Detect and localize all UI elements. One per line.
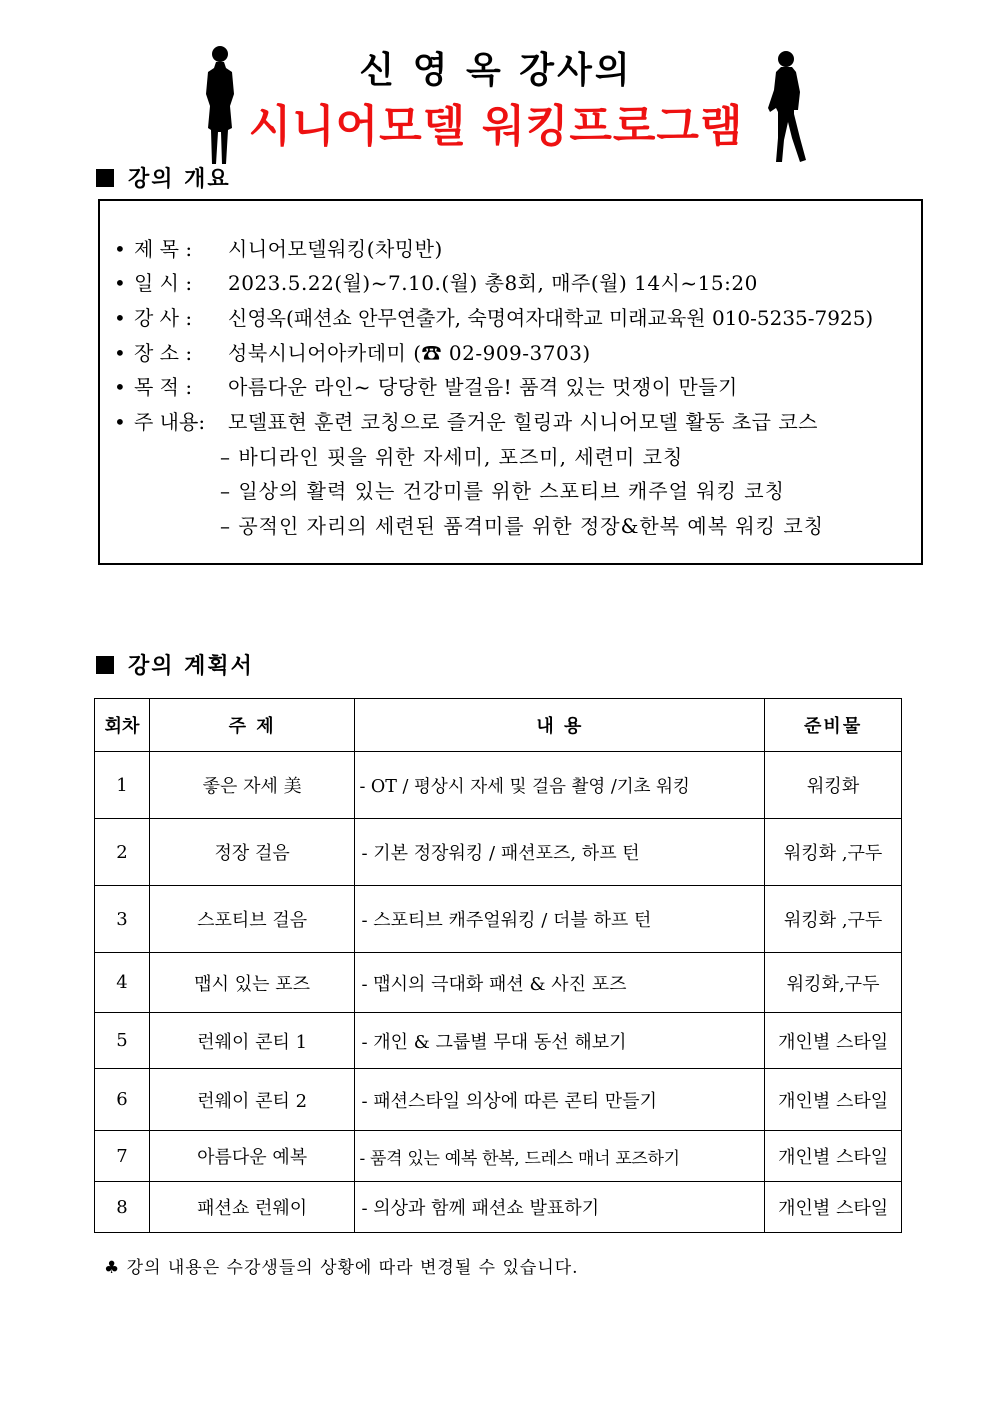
session-number: 3: [95, 886, 150, 953]
session-number: 7: [95, 1131, 150, 1182]
male-model-silhouette: [766, 50, 810, 164]
overview-heading-text: 강의 개요: [128, 166, 231, 192]
session-number: 8: [95, 1182, 150, 1233]
session-topic: 런웨이 콘티 1: [149, 1013, 355, 1069]
square-bullet-icon: [96, 169, 114, 187]
table-row: [95, 1013, 902, 1069]
overview-subitem: – 공적인 자리의 세련된 품격미를 위한 정장&한복 예복 워킹 코칭: [220, 514, 825, 538]
table-row: [95, 752, 902, 819]
session-content: - 스포티브 캐주얼워킹 / 더블 하프 턴: [355, 886, 765, 953]
table-row: [95, 953, 902, 1013]
session-content: - 맵시의 극대화 패션 & 사진 포즈: [355, 953, 765, 1013]
plan-table: [94, 698, 902, 1233]
session-materials: 워킹화 ,구두: [765, 886, 902, 953]
item-label: 강 사 :: [134, 306, 193, 330]
session-number: 1: [95, 752, 150, 819]
col-header-topic: 주 제: [149, 699, 355, 752]
session-content: - 개인 & 그룹별 무대 동선 해보기: [355, 1013, 765, 1069]
session-number: 4: [95, 953, 150, 1013]
session-content: - 기본 정장워킹 / 패션포즈, 하프 턴: [355, 819, 765, 886]
session-materials: 개인별 스타일: [765, 1069, 902, 1131]
session-materials: 개인별 스타일: [765, 1013, 902, 1069]
session-number: 6: [95, 1069, 150, 1131]
item-value: 성북시니어아카데미 (☎ 02-909-3703): [228, 341, 591, 365]
item-label: 장 소 :: [134, 341, 193, 365]
bullet-icon: •: [114, 341, 127, 365]
bullet-icon: •: [114, 237, 127, 261]
session-topic: 맵시 있는 포즈: [149, 953, 355, 1013]
session-materials: 개인별 스타일: [765, 1131, 902, 1182]
session-materials: 개인별 스타일: [765, 1182, 902, 1233]
col-header-content: 내 용: [355, 699, 765, 752]
plan-heading-text: 강의 계획서: [128, 653, 254, 679]
table-row: [95, 1069, 902, 1131]
female-model-silhouette: [196, 44, 244, 166]
table-row: [95, 1131, 902, 1182]
session-content: - 품격 있는 예복 한복, 드레스 매너 포즈하기: [355, 1131, 765, 1182]
item-label: 주 내용:: [134, 410, 206, 434]
session-content: - OT / 평상시 자세 및 걸음 촬영 /기초 워킹: [355, 752, 765, 819]
item-value: 아름다운 라인~ 당당한 발걸음! 품격 있는 멋쟁이 만들기: [228, 375, 738, 399]
square-bullet-icon: [96, 656, 114, 674]
item-value: 시니어모델워킹(차밍반): [228, 237, 443, 261]
bullet-icon: •: [114, 271, 127, 295]
table-header-row: [95, 699, 902, 752]
session-topic: 스포티브 걸음: [149, 886, 355, 953]
plan-heading: [96, 649, 254, 680]
session-content: - 패션스타일 의상에 따른 콘티 만들기: [355, 1069, 765, 1131]
footnote: ♣ 강의 내용은 수강생들의 상황에 따라 변경될 수 있습니다.: [104, 1258, 579, 1278]
bullet-icon: •: [114, 375, 127, 399]
bullet-icon: •: [114, 306, 127, 330]
session-topic: 런웨이 콘티 2: [149, 1069, 355, 1131]
col-header-materials: 준비물: [765, 699, 902, 752]
overview-item-date: [114, 267, 758, 296]
overview-item-title: [114, 233, 443, 262]
item-label: 제 목 :: [134, 237, 193, 261]
overview-heading: [96, 162, 231, 193]
session-content: - 의상과 함께 패션쇼 발표하기: [355, 1182, 765, 1233]
overview-item-location: [114, 337, 591, 366]
title-program: 시니어모델 워킹프로그램: [248, 101, 744, 152]
session-topic: 좋은 자세 美: [149, 752, 355, 819]
col-header-session: 회차: [95, 699, 150, 752]
overview-item-instructor: [114, 302, 873, 331]
item-label: 목 적 :: [134, 375, 193, 399]
table-row: [95, 886, 902, 953]
overview-item-content: [114, 406, 818, 435]
title-instructor: 신 영 옥 강사의: [359, 50, 633, 91]
table-row: [95, 819, 902, 886]
item-value: 신영옥(패션쇼 안무연출가, 숙명여자대학교 미래교육원 010-5235-7925): [228, 306, 874, 330]
table-row: [95, 1182, 902, 1233]
session-number: 5: [95, 1013, 150, 1069]
session-materials: 워킹화: [765, 752, 902, 819]
overview-item-purpose: [114, 371, 738, 400]
overview-subitem: – 바디라인 핏을 위한 자세미, 포즈미, 세련미 코칭: [220, 445, 684, 469]
bullet-icon: •: [114, 410, 127, 434]
session-topic: 아름다운 예복: [149, 1131, 355, 1182]
overview-subitem: – 일상의 활력 있는 건강미를 위한 스포티브 캐주얼 워킹 코칭: [220, 479, 785, 503]
session-materials: 워킹화,구두: [765, 953, 902, 1013]
session-topic: 정장 걸음: [149, 819, 355, 886]
item-label: 일 시 :: [134, 271, 193, 295]
item-value: 모델표현 훈련 코칭으로 즐거운 힐링과 시니어모델 활동 초급 코스: [228, 410, 818, 434]
item-value: 2023.5.22(월)~7.10.(월) 총8회, 매주(월) 14시~15:20: [228, 271, 758, 295]
session-number: 2: [95, 819, 150, 886]
overview-box: [98, 199, 923, 565]
session-materials: 워킹화 ,구두: [765, 819, 902, 886]
session-topic: 패션쇼 런웨이: [149, 1182, 355, 1233]
